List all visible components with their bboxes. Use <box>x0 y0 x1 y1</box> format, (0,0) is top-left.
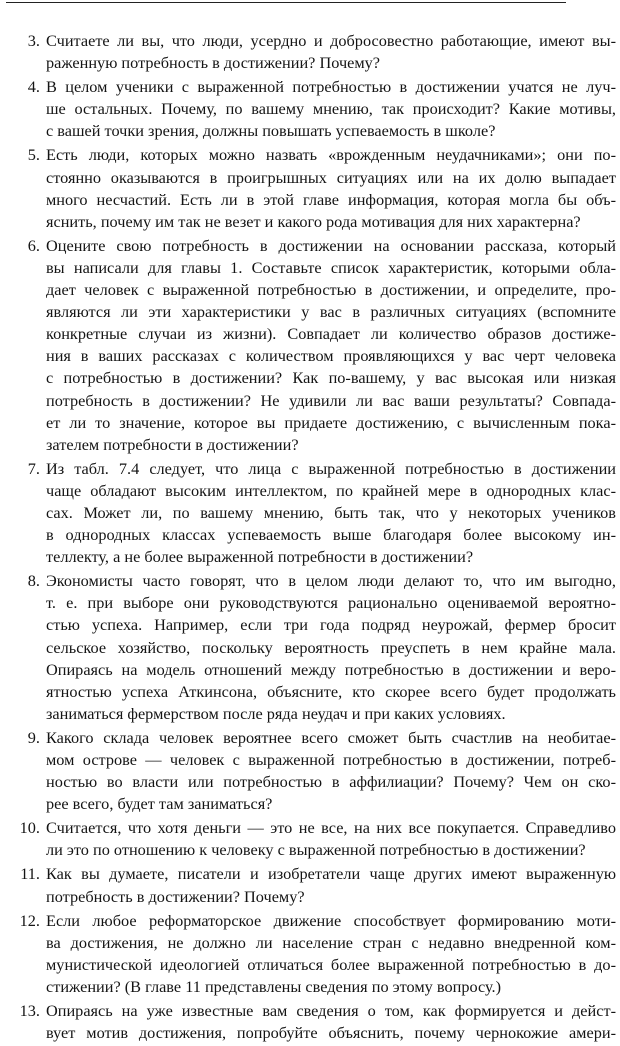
question-text-line: ния в ваших рассказах с количеством проявляющихся у вас черт человека <box>46 346 616 366</box>
question-text-line: яснить, почему им так не везет и какого рода мотивация для них характерна? <box>46 211 581 231</box>
question-text-line: сельское хозяйство, поскольку вероятность преуспеть в нем крайне мала. <box>46 637 616 657</box>
question-item <box>0 817 620 861</box>
question-item <box>0 458 620 568</box>
question-text-line: мунистической идеологией отличаться более выраженной потребностью в до- <box>46 954 616 974</box>
question-text-line: ет ли то значение, которое вы придаете достижению, с вычисленным пока- <box>46 412 616 432</box>
question-text-line: зателем потребности в достижении? <box>46 434 299 454</box>
question-text-line: ятностью успеха Аткинсона, объясните, кто скорее всего будет продолжать <box>46 681 616 701</box>
question-text-line: стижении? (В главе 11 представлены сведения по этому вопросу.) <box>46 976 502 996</box>
question-text-line: Оцените свою потребность в достижении на основании рассказа, который <box>46 235 616 255</box>
question-text-line: Есть люди, которых можно назвать «врожденным неудачниками»; они по- <box>46 145 616 165</box>
question-item <box>0 235 620 456</box>
question-item <box>0 863 620 907</box>
question-number: 5. <box>27 145 40 165</box>
question-text-line: Если любое реформаторское движение способствует формированию моти- <box>46 910 616 930</box>
question-text-line: Какого склада человек вероятнее всего сможет быть счастлив на необитае- <box>46 727 616 747</box>
question-text-line: ностью во власти или потребностью в аффилиации? Почему? Чем он ско- <box>46 772 616 792</box>
question-text-line: являются ли эти характеристики у вас в различных ситуациях (вспомните <box>46 302 616 322</box>
question-text-line: с вашей точки зрения, должны повышать успеваемость в школе? <box>46 121 496 141</box>
question-text-line: чаще обладают высоким интеллектом, по крайней мере в однородных клас- <box>46 480 616 500</box>
question-item <box>0 30 620 74</box>
question-number: 4. <box>27 77 40 97</box>
question-text-line: ше остальных. Почему, по вашему мнению, так происходит? Какие мотивы, <box>46 99 616 119</box>
question-number: 6. <box>27 235 40 255</box>
top-rule <box>6 2 566 3</box>
question-text-line: Как вы думаете, писатели и изобретатели чаще других имеют выраженную <box>46 864 616 884</box>
question-text-line: в однородных классах успеваемость выше благодаря более высокому ин- <box>46 525 616 545</box>
question-text-line: Опираясь на модель отношений между потребностью в достижении и веро- <box>46 659 616 679</box>
question-item <box>0 144 620 232</box>
question-text-line: дает человек с выраженной потребностью в достижении, и определите, про- <box>46 280 616 300</box>
question-number: 7. <box>27 458 40 478</box>
question-text-line: т. е. при выборе они руководствуются рационально оцениваемой вероятно- <box>46 593 616 613</box>
question-text-line: мом острове — человек с выраженной потребностью в достижении, потреб- <box>46 750 616 769</box>
question-text-line: Опираясь на уже известные вам сведения о том, как формируется и дейст- <box>46 1001 616 1021</box>
question-text-line: раженную потребность в достижении? Почему? <box>46 53 381 73</box>
question-text-line: ли это по отношению к человеку с выраженной потребностью в достижении? <box>46 840 586 860</box>
question-number: 10. <box>19 818 40 838</box>
question-item <box>0 76 620 142</box>
question-item <box>0 727 620 815</box>
question-list <box>0 30 620 1046</box>
question-text-line: конкретные случаи из жизни). Совпадает ли количество образов достиже- <box>46 324 616 344</box>
question-number: 12. <box>19 910 40 930</box>
question-number: 8. <box>27 571 40 591</box>
question-text-line: рее всего, будет там заниматься? <box>46 794 273 814</box>
question-text-line: потребность в достижении? Не удивили ли вас ваши результаты? Совпада- <box>46 390 616 410</box>
question-item <box>0 570 620 725</box>
question-text-line: Из табл. 7.4 следует, что лица с выраженной потребностью в достижении <box>46 458 616 478</box>
question-text-line: с потребностью в достижении? Как по-вашему, у вас высокая или низкая <box>46 368 616 388</box>
question-number: 9. <box>27 727 40 747</box>
question-text-line: теллекту, а не более выраженной потребности в достижении? <box>46 547 474 567</box>
question-text-line: стью успеха. Например, если три года подряд неурожай, фермер бросит <box>46 615 616 635</box>
question-number: 11. <box>20 864 40 884</box>
question-text-line: Экономисты часто говорят, что в целом люди делают то, что им выгодно, <box>46 571 616 591</box>
question-item <box>0 1000 620 1044</box>
question-text-line: В целом ученики с выраженной потребностью в достижении учатся не луч- <box>46 77 616 97</box>
question-text-line: вы написали для главы 1. Составьте список характеристик, которыми обла- <box>46 257 616 277</box>
question-text-line: заниматься фермерством после ряда неудач и при каких условиях. <box>46 703 506 723</box>
question-number: 13. <box>19 1001 40 1021</box>
question-text-line: стоянно оказываются в проигрышных ситуациях или на их долю выпадает <box>46 167 616 187</box>
question-text-line: вует мотив достижения, попробуйте объяснить, почему чернокожие амери- <box>46 1023 616 1043</box>
question-text-line: сах. Может ли, по вашему мнению, быть так, что у некоторых учеников <box>46 502 616 522</box>
question-text-line: Считается, что хотя деньги — это не все, на них все покупается. Справедливо <box>46 818 616 838</box>
question-item <box>0 910 620 998</box>
question-text-line: ва достижения, не должно ли население стран с недавно внедренной ком- <box>46 932 616 952</box>
question-number: 3. <box>27 31 40 50</box>
question-text-line: Считаете ли вы, что люди, усердно и добросовестно работающие, имеют вы- <box>46 31 616 50</box>
question-text-line: потребность в достижении? Почему? <box>46 886 305 906</box>
question-text-line: много несчастий. Есть ли в этой главе информация, которая могла бы объ- <box>46 189 616 209</box>
